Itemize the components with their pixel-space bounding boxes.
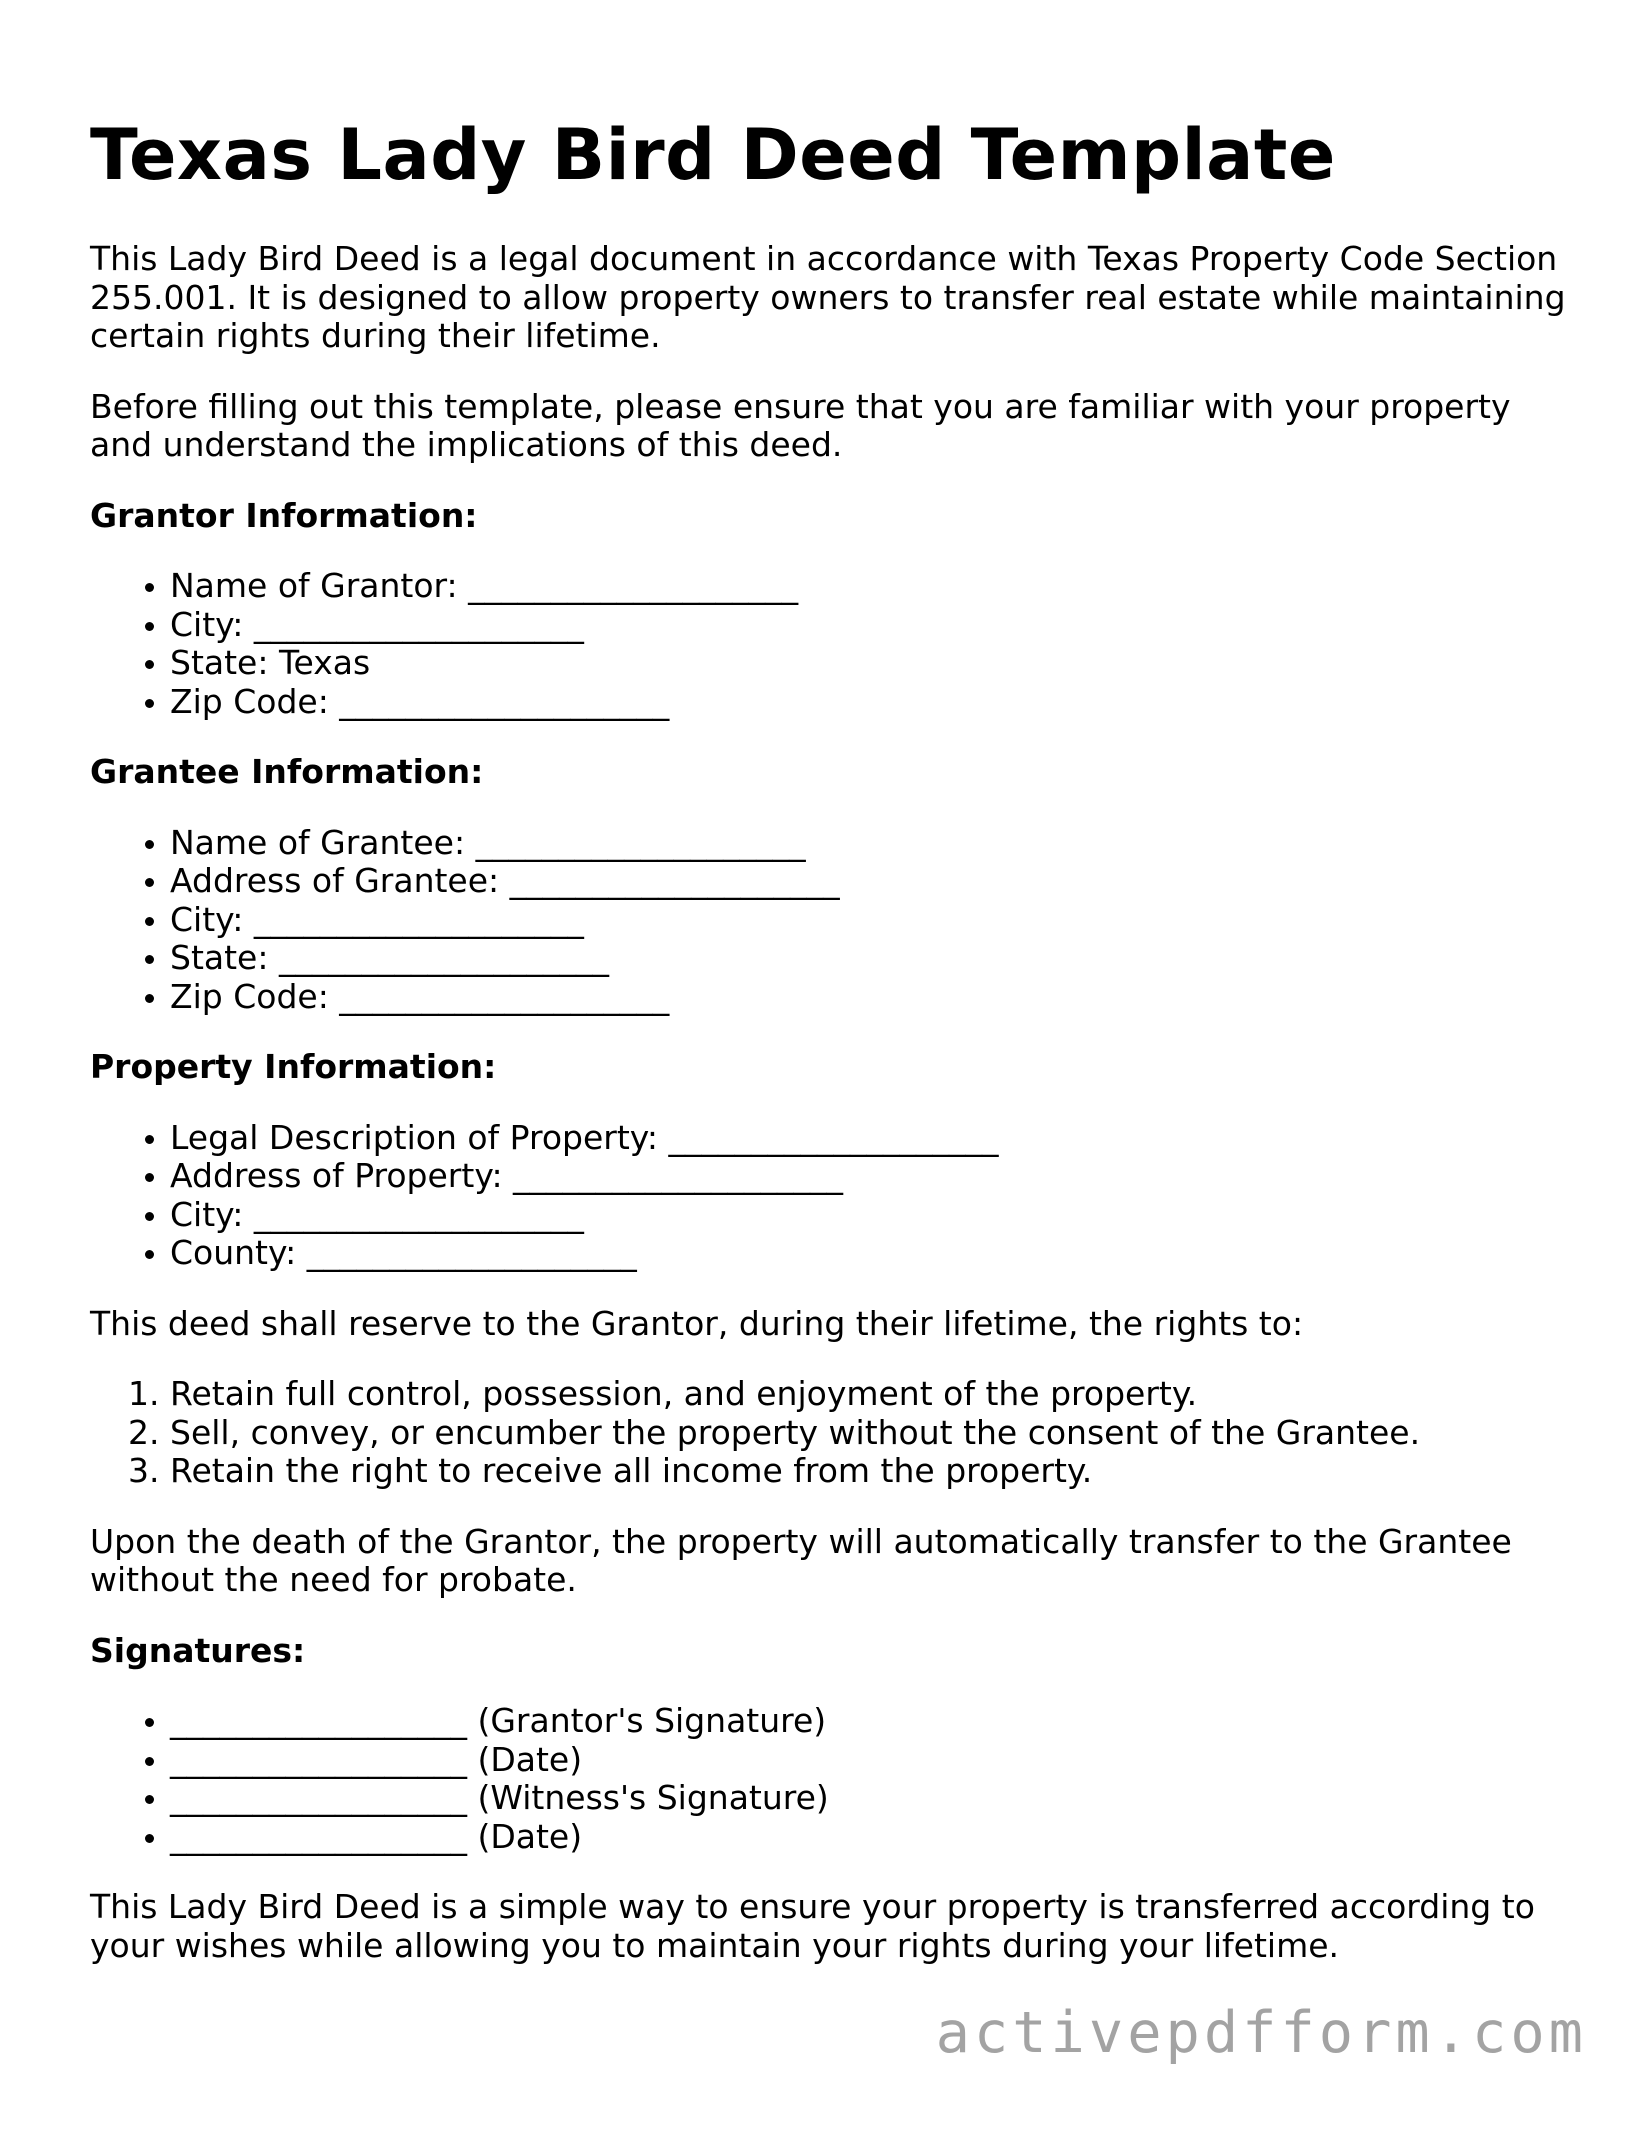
property-list (90, 1119, 1570, 1273)
rights-item: 3. Retain the right to receive all income from the property. (170, 1452, 1570, 1491)
grantor-zip-field: • Zip Code: ____________________ (170, 683, 1570, 722)
rights-list (90, 1375, 1570, 1491)
grantor-signature-line: • __________________ (Grantor's Signature) (170, 1702, 1570, 1741)
witness-signature-line: • __________________ (Witness's Signature) (170, 1779, 1570, 1818)
grantee-list (90, 824, 1570, 1017)
grantee-name-field: • Name of Grantee: ____________________ (170, 824, 1570, 863)
grantor-heading: Grantor Information: (90, 495, 478, 535)
property-legal-description-field: • Legal Description of Property: ____________________ (170, 1119, 1570, 1158)
rights-item: 1. Retain full control, possession, and enjoyment of the property. (170, 1375, 1570, 1414)
rights-item: 2. Sell, convey, or encumber the property without the consent of the Grantee. (170, 1414, 1570, 1453)
closing-paragraph: This Lady Bird Deed is a simple way to ensure your property is transferred according to your wishes while allowing you to maintain your rights during your lifetime. (90, 1887, 1535, 1965)
grantee-city-field: • City: ____________________ (170, 901, 1570, 940)
property-county-field: • County: ____________________ (170, 1234, 1570, 1273)
instructions-paragraph: Before filling out this template, please ensure that you are familiar with your property and understand the implications of this deed. (90, 386, 1511, 464)
page-title: Texas Lady Bird Deed Template (90, 114, 1336, 196)
signatures-list (90, 1702, 1570, 1856)
property-address-field: • Address of Property: ____________________ (170, 1157, 1570, 1196)
grantee-heading: Grantee Information: (90, 752, 484, 791)
grantee-address-field: • Address of Grantee: ____________________ (170, 862, 1570, 901)
grantor-list (90, 567, 1570, 721)
property-city-field: • City: ____________________ (170, 1196, 1570, 1235)
grantor-date-line: • __________________ (Date) (170, 1741, 1570, 1780)
witness-date-line: • __________________ (Date) (170, 1818, 1570, 1857)
grantor-city-field: • City: ____________________ (170, 606, 1570, 645)
intro-paragraph: This Lady Bird Deed is a legal document in accordance with Texas Property Code Section 255.001. It is designed to allow property owners to transfer real estate while maintaining certain rights during their lifetime. (90, 239, 1566, 355)
grantor-name-field: • Name of Grantor: ____________________ (170, 567, 1570, 606)
grantee-zip-field: • Zip Code: ____________________ (170, 978, 1570, 1017)
rights-intro-paragraph: This deed shall reserve to the Grantor, during their lifetime, the rights to: (90, 1303, 1304, 1343)
property-heading: Property Information: (90, 1047, 497, 1086)
watermark: activepdfform.com (935, 2000, 1587, 2066)
grantor-state-field: • State: Texas (170, 644, 1570, 683)
document-page (90, 110, 1570, 1997)
signatures-heading: Signatures: (90, 1630, 306, 1670)
transfer-paragraph: Upon the death of the Grantor, the property will automatically transfer to the Grantee without the need for probate. (90, 1521, 1512, 1599)
grantee-state-field: • State: ____________________ (170, 939, 1570, 978)
